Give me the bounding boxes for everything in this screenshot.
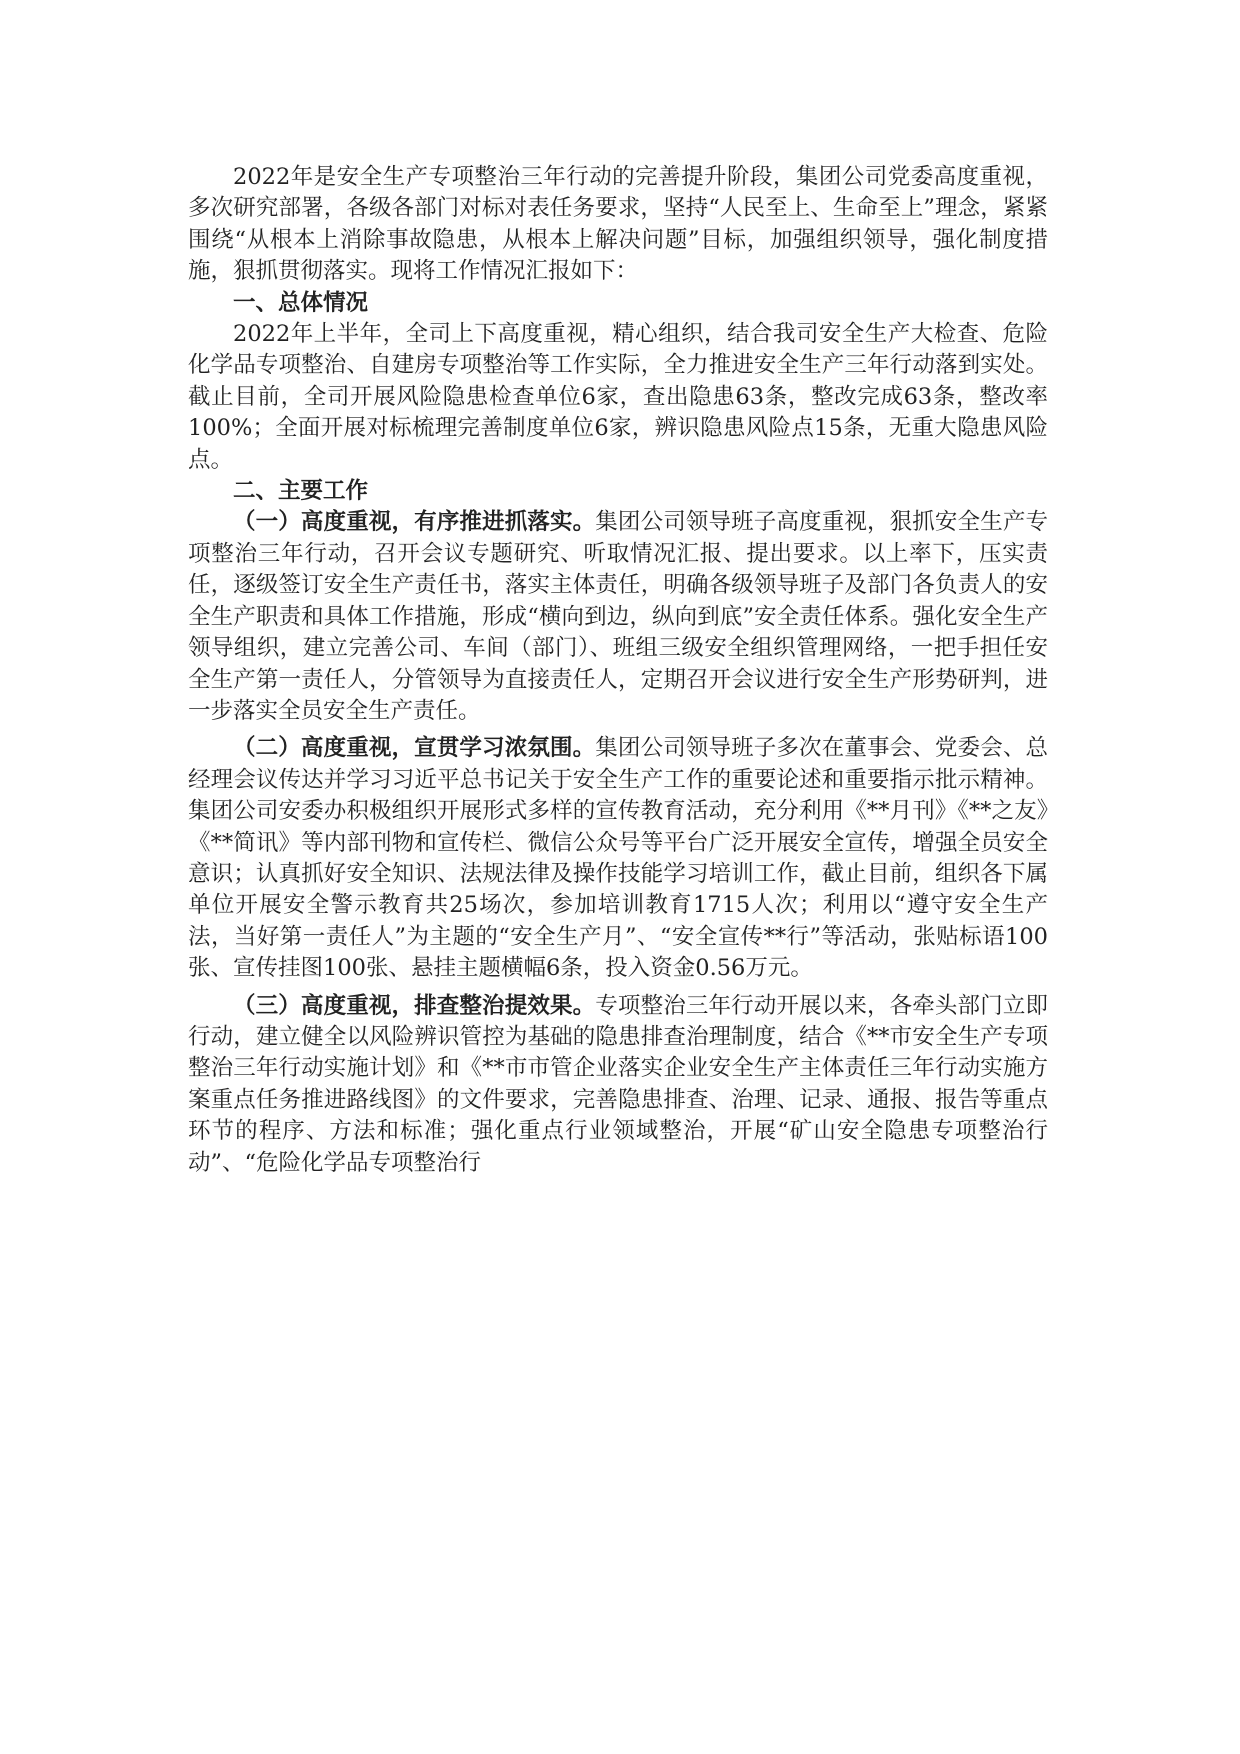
intro-paragraph: 2022年是安全生产专项整治三年行动的完善提升阶段，集团公司党委高度重视，多次研究部署，各级各部门对标对表任务要求，坚持“人民至上、生命至上”理念，紧紧围绕“从根本上消除事故隐患，从根本上解决问题”目标，加强组织领导，强化制度措施，狠抓贯彻落实。现将工作情况汇报如下： bbox=[188, 164, 1048, 285]
section-1-heading: 一、总体情况 bbox=[233, 289, 369, 316]
section-1-paragraph: 2022年上半年，全司上下高度重视，精心组织，结合我司安全生产大检查、危险化学品专项整治、自建房专项整治等工作实际，全力推进安全生产三年行动落到实处。截止目前，全司开展风险隐患检查单位6家，查出隐患63条，整改完成63条，整改率100%；全面开展对标梳理完善制度单位6家，辨识隐患风险点15条，无重大隐患风险点。 bbox=[188, 321, 1048, 473]
subsection-1-paragraph bbox=[188, 507, 1048, 727]
section-2-heading: 二、主要工作 bbox=[233, 478, 369, 505]
subsection-2-paragraph bbox=[188, 733, 1048, 984]
document-body bbox=[188, 162, 1048, 1179]
subsection-3-body: 专项整治三年行动开展以来，各牵头部门立即行动，建立健全以风险辨识管控为基础的隐患排查治理制度，结合《**市安全生产专项整治三年行动实施计划》和《**市市管企业落实企业安全生产主体责任三年行动实施方案重点任务推进路线图》的文件要求，完善隐患排查、治理、记录、通报、报告等重点环节的程序、方法和标准；强化重点行业领域整治，开展“矿山安全隐患专项整治行动”、“危险化学品专项整治行 bbox=[188, 992, 1048, 1176]
subsection-1-lead: （一）高度重视，有序推进抓落实。 bbox=[233, 509, 596, 536]
subsection-2-lead: （二）高度重视，宣贯学习浓氛围。 bbox=[233, 735, 596, 762]
subsection-3-paragraph bbox=[188, 991, 1048, 1179]
subsection-2-body: 集团公司领导班子多次在董事会、党委会、总经理会议传达并学习习近平总书记关于安全生产工作的重要论述和重要指示批示精神。集团公司安委办积极组织开展形式多样的宣传教育活动，充分利用《**月刊》《**之友》《**简讯》等内部刊物和宣传栏、微信公众号等平台广泛开展安全宣传，增强全员安全意识；认真抓好安全知识、法规法律及操作技能学习培训工作，截止目前，组织各下属单位开展安全警示教育共25场次，参加培训教育1715人次；利用以“遵守安全生产法，当好第一责任人”为主题的“安全生产月”、“安全宣传**行”等活动，张贴标语100张、宣传挂图100张、悬挂主题横幅6条，投入资金0.56万元。 bbox=[188, 735, 1048, 982]
subsection-1-body: 集团公司领导班子高度重视，狠抓安全生产专项整治三年行动，召开会议专题研究、听取情况汇报、提出要求。以上率下，压实责任，逐级签订安全生产责任书，落实主体责任，明确各级领导班子及部门各负责人的安全生产职责和具体工作措施，形成“横向到边，纵向到底”安全责任体系。强化安全生产领导组织，建立完善公司、车间（部门）、班组三级安全组织管理网络，一把手担任安全生产第一责任人，分管领导为直接责任人，定期召开会议进行安全生产形势研判，进一步落实全员安全生产责任。 bbox=[188, 509, 1048, 724]
subsection-3-lead: （三）高度重视，排查整治提效果。 bbox=[233, 992, 596, 1019]
